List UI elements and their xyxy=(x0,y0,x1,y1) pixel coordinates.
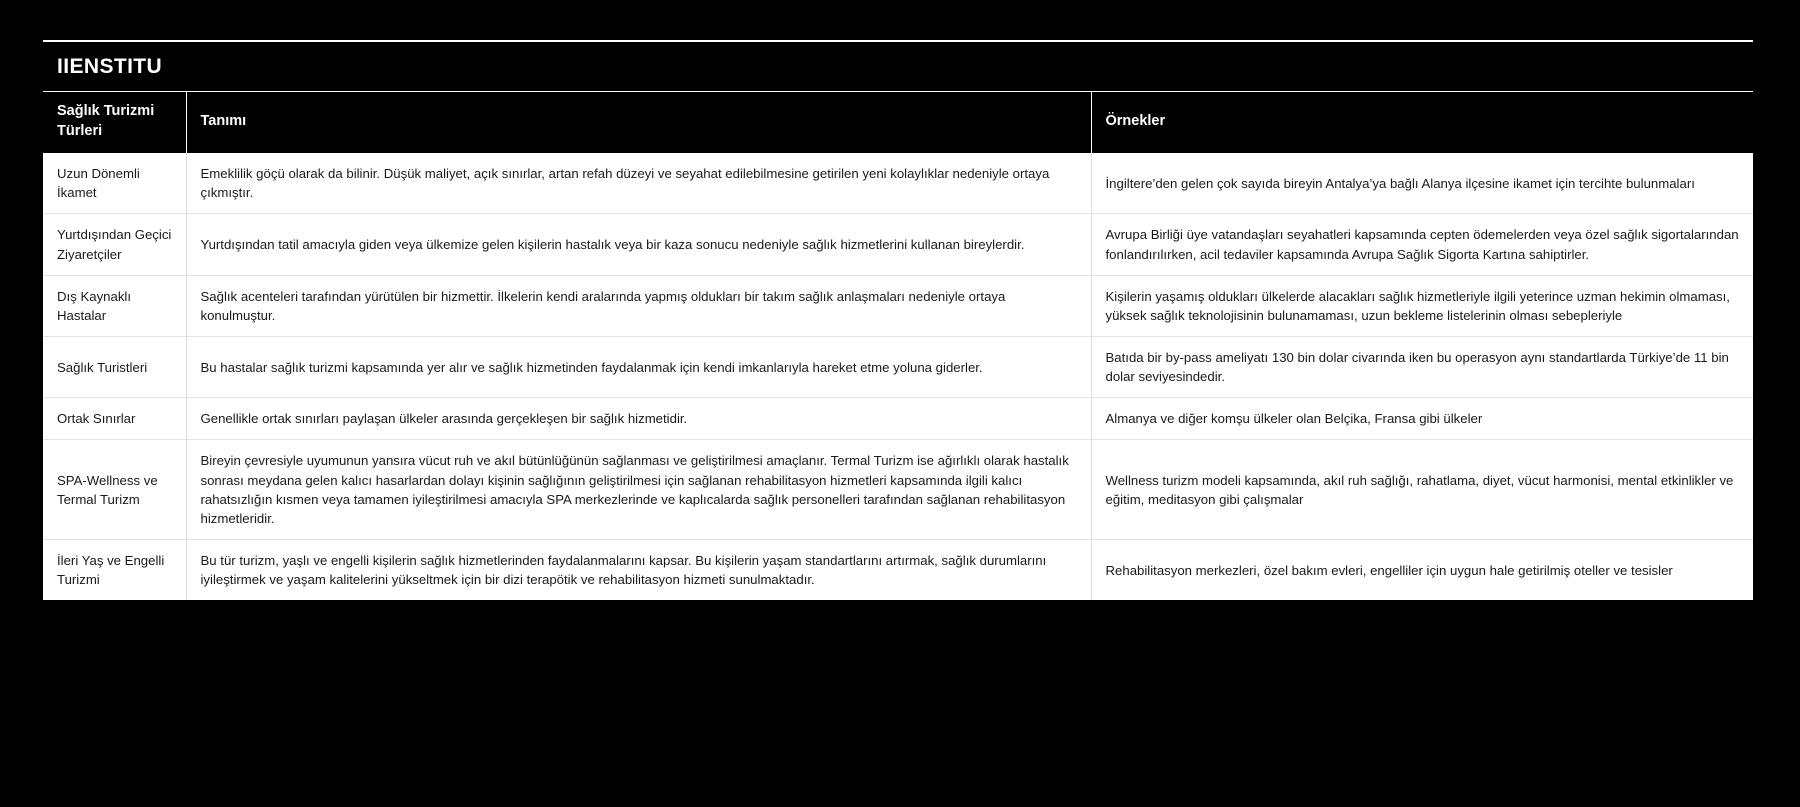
cell-examples: Avrupa Birliği üye vatandaşları seyahatleri kapsamında cepten ödemelerden veya özel sağlık sigortalarından fonlandırılırken, acil tedaviler kapsamında Avrupa Sağlık Sigorta Kartına sahiptirler. xyxy=(1091,214,1753,275)
table-row xyxy=(43,275,1753,336)
health-tourism-table xyxy=(43,92,1753,600)
cell-examples: İngiltere’den gelen çok sayıda bireyin Antalya’ya bağlı Alanya ilçesine ikamet için tercihte bulunmaları xyxy=(1091,153,1753,214)
cell-type: Uzun Dönemli İkamet xyxy=(43,153,186,214)
cell-description: Emeklilik göçü olarak da bilinir. Düşük maliyet, açık sınırlar, artan refah düzeyi ve seyahat edilebilmesine getirilen yeni kolaylıklar nedeniyle ortaya çıkmıştır. xyxy=(186,153,1091,214)
cell-examples: Batıda bir by-pass ameliyatı 130 bin dolar civarında iken bu operasyon aynı standartlarda Türkiye’de 11 bin dolar seviyesindedir. xyxy=(1091,336,1753,397)
column-header-type: Sağlık Turizmi Türleri xyxy=(43,92,186,153)
cell-type: İleri Yaş ve Engelli Turizmi xyxy=(43,539,186,600)
column-header-examples: Örnekler xyxy=(1091,92,1753,153)
table-row xyxy=(43,153,1753,214)
cell-description: Bu tür turizm, yaşlı ve engelli kişilerin sağlık hizmetlerinden faydalanmalarını kapsar. Bu kişilerin yaşam standartlarını artırmak, sağlık durumlarını iyileştirmek ve yaşam kalitelerini yükseltmek için bir dizi terapötik ve rehabilitasyon hizmeti sunulmaktadır. xyxy=(186,539,1091,600)
table-row xyxy=(43,440,1753,540)
table-row xyxy=(43,539,1753,600)
table-row xyxy=(43,336,1753,397)
brand-title: IIENSTITU xyxy=(57,54,163,78)
table-card xyxy=(43,40,1753,657)
table-header xyxy=(43,92,1753,153)
cell-type: Ortak Sınırlar xyxy=(43,398,186,440)
table-header-row xyxy=(43,92,1753,153)
brand-bar xyxy=(43,42,1753,92)
cell-examples: Rehabilitasyon merkezleri, özel bakım evleri, engelliler için uygun hale getirilmiş oteller ve tesisler xyxy=(1091,539,1753,600)
cell-description: Yurtdışından tatil amacıyla giden veya ülkemize gelen kişilerin hastalık veya bir kaza sonucu nedeniyle sağlık hizmetlerini kullanan bireylerdir. xyxy=(186,214,1091,275)
table-body xyxy=(43,153,1753,600)
cell-examples: Almanya ve diğer komşu ülkeler olan Belçika, Fransa gibi ülkeler xyxy=(1091,398,1753,440)
cell-description: Sağlık acenteleri tarafından yürütülen bir hizmettir. İlkelerin kendi aralarında yapmış oldukları bir takım sağlık anlaşmaları nedeniyle ortaya konulmuştur. xyxy=(186,275,1091,336)
cell-description: Genellikle ortak sınırları paylaşan ülkeler arasında gerçekleşen bir sağlık hizmetidir. xyxy=(186,398,1091,440)
cell-type: Yurtdışından Geçici Ziyaretçiler xyxy=(43,214,186,275)
cell-description: Bu hastalar sağlık turizmi kapsamında yer alır ve sağlık hizmetinden faydalanmak için kendi imkanlarıyla hareket etme yoluna giderler. xyxy=(186,336,1091,397)
cell-description: Bireyin çevresiyle uyumunun yansıra vücut ruh ve akıl bütünlüğünün sağlanması ve geliştirilmesi amaçlanır. Termal Turizm ise ağırlıklı olarak hastalık sonrası meydana gelen kalıcı hasarlardan dolayı kişinin sağlığının geliştirilmesi için sağlanan rehabilitasyon hizmetleri kapsamında ilgili kalıcı rahatsızlığın kısmen veya tamamen iyileştirilmesi amacıyla SPA merkezlerinde ve kaplıcalarda sağlık personelleri tarafından sağlanan rehabilitasyon hizmetleridir. xyxy=(186,440,1091,540)
cell-type: Dış Kaynaklı Hastalar xyxy=(43,275,186,336)
table-row xyxy=(43,398,1753,440)
cell-type: SPA-Wellness ve Termal Turizm xyxy=(43,440,186,540)
column-header-description: Tanımı xyxy=(186,92,1091,153)
cell-examples: Wellness turizm modeli kapsamında, akıl ruh sağlığı, rahatlama, diyet, vücut harmonisi, mental etkinlikler ve eğitim, meditasyon gibi çalışmalar xyxy=(1091,440,1753,540)
cell-examples: Kişilerin yaşamış oldukları ülkelerde alacakları sağlık hizmetleriyle ilgili yeterince uzman hekimin olmaması, yüksek sağlık teknolojisinin bulunamaması, uzun bekleme listelerinin olması sebepleriyle xyxy=(1091,275,1753,336)
table-scroll-area xyxy=(43,92,1753,657)
cell-type: Sağlık Turistleri xyxy=(43,336,186,397)
table-row xyxy=(43,214,1753,275)
